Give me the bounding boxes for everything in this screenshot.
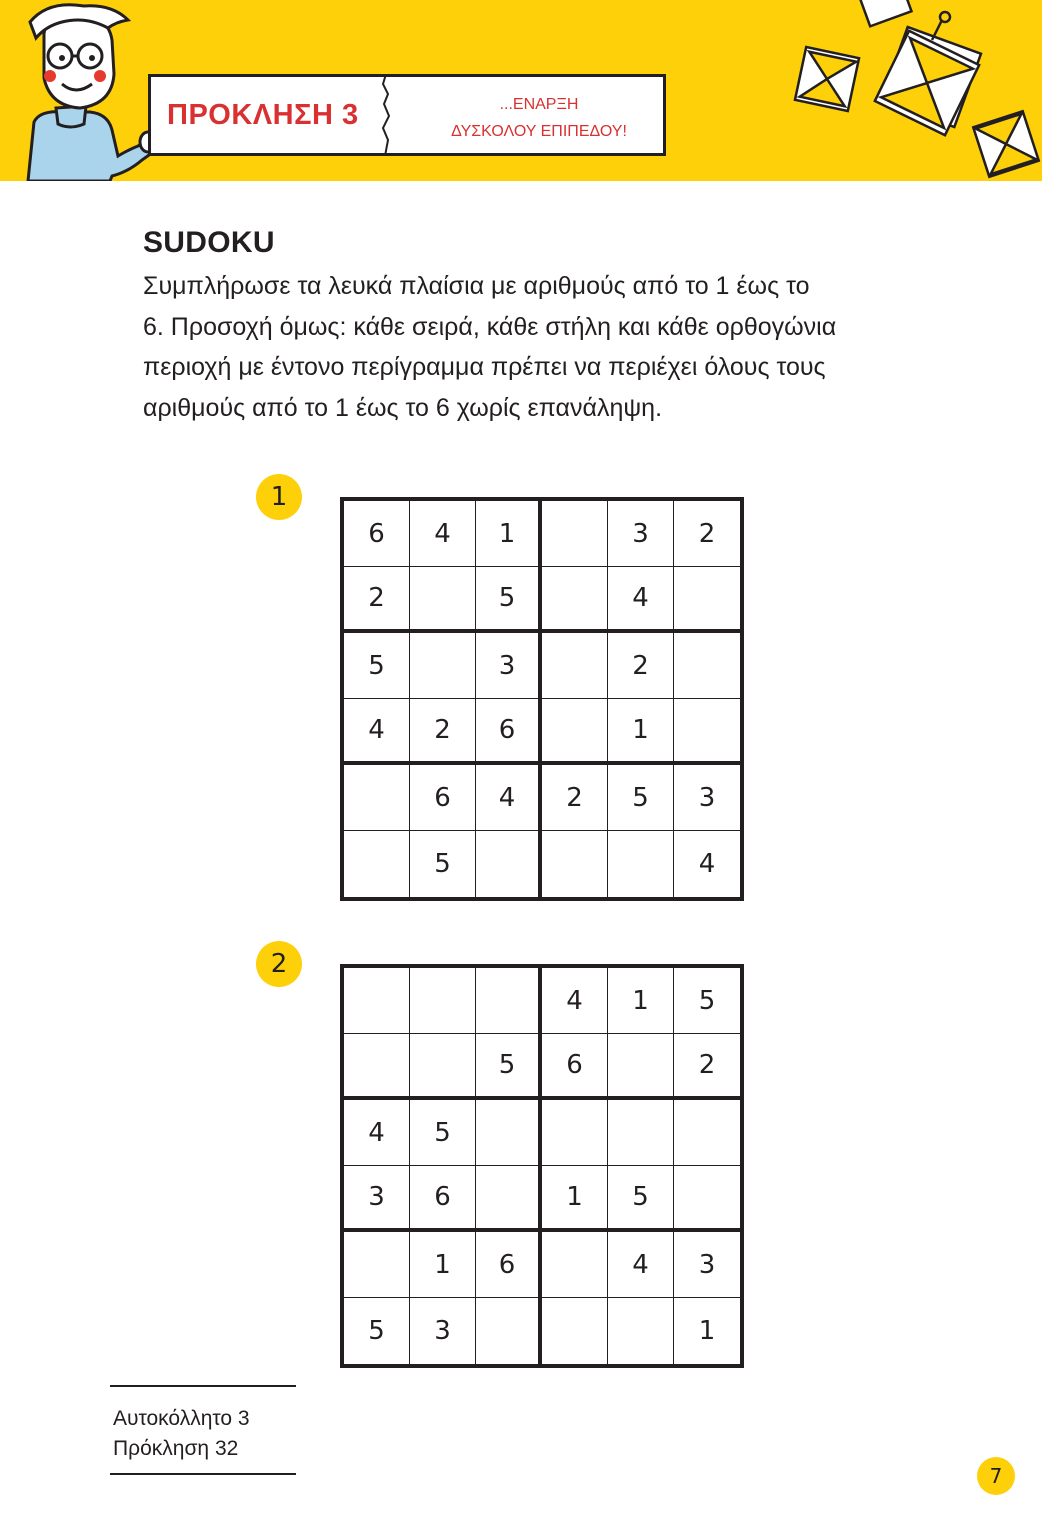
sudoku-cell[interactable] [344,765,410,831]
sudoku-cell[interactable] [410,567,476,633]
puzzle-2-number-badge: 2 [256,941,302,987]
sudoku-cell[interactable] [344,1232,410,1298]
instructions-line-1: Συμπλήρωσε τα λευκά πλαίσια με αριθμούς από το 1 έως το [143,272,810,300]
sudoku-cell[interactable] [674,1166,740,1232]
header-banner [0,0,1042,181]
sudoku-cell: 5 [674,968,740,1034]
sudoku-cell: 2 [542,765,608,831]
sudoku-cell: 5 [608,765,674,831]
sudoku-cell: 2 [674,501,740,567]
sudoku-cell[interactable] [674,1100,740,1166]
footnote-top-rule [110,1385,296,1387]
page-number-badge: 7 [977,1457,1015,1495]
sudoku-cell: 4 [698,849,716,879]
sudoku-cell: 5 [410,1100,476,1166]
sudoku-cell[interactable] [608,831,674,897]
sudoku-cell[interactable] [674,633,740,699]
sudoku-cell: 4 [410,501,476,567]
sudoku-cell[interactable] [674,567,740,633]
sudoku-cell[interactable] [674,699,740,765]
torn-divider [381,74,391,156]
instructions-line-3: περιοχή με έντονο περίγραμμα πρέπει να περιέχει όλους τους [143,353,826,381]
instructions-line-4: αριθμούς από το 1 έως το 6 χωρίς επανάληψη. [143,393,663,422]
sudoku-cell[interactable] [542,501,608,567]
sudoku-grid-2 [340,964,744,1368]
sudoku-cell: 5 [608,1166,674,1232]
footnote-challenge-label: Πρόκληση 32 [113,1437,239,1460]
sudoku-cell: 3 [674,1232,740,1298]
sudoku-cell: 3 [608,501,674,567]
sudoku-cell: 4 [476,765,542,831]
sudoku-cell: 1 [608,699,674,765]
sudoku-cell[interactable] [542,831,608,897]
section-heading: SUDOKU [143,226,275,259]
sudoku-cell[interactable] [542,567,608,633]
sudoku-cell[interactable] [344,1034,410,1100]
challenge-subtitle-line-1: ...ΕΝΑΡΞΗ [499,96,579,113]
sudoku-cell: 5 [476,1034,542,1100]
sudoku-cell[interactable] [542,699,608,765]
instructions-line-2: 6. Προσοχή όμως: κάθε σειρά, κάθε στήλη και κάθε ορθογώνια [143,312,837,341]
sudoku-cell[interactable] [542,1232,608,1298]
sudoku-cell: 5 [476,567,542,633]
sudoku-cell[interactable] [410,633,476,699]
sudoku-cell[interactable] [410,968,476,1034]
sudoku-cell: 4 [344,1100,410,1166]
sudoku-cell: 5 [410,831,476,897]
sudoku-cell[interactable] [476,1298,542,1364]
challenge-title: ΠΡΟΚΛΗΣΗ 3 [167,99,359,131]
sudoku-cell: 1 [410,1232,476,1298]
puzzle-1-number-badge: 1 [256,474,302,520]
sudoku-cell: 1 [698,1316,716,1346]
sudoku-cell[interactable] [476,1166,542,1232]
sudoku-cell: 5 [344,1298,410,1364]
sudoku-cell[interactable] [542,1298,608,1364]
sudoku-cell: 3 [476,633,542,699]
sudoku-cell: 4 [608,567,674,633]
sudoku-cell: 6 [410,765,476,831]
sudoku-cell[interactable] [476,968,542,1034]
sudoku-cell[interactable] [476,831,542,897]
sudoku-cell: 5 [344,633,410,699]
floating-papers-illustration [742,0,1042,181]
sudoku-cell: 6 [344,501,410,567]
sudoku-cell: 6 [410,1166,476,1232]
sudoku-cell: 3 [674,765,740,831]
footnote-bottom-rule [110,1473,296,1475]
sudoku-cell: 6 [476,699,542,765]
challenge-subtitle-line-2: ΔΥΣΚΟΛΟΥ ΕΠΙΠΕΔΟΥ! [451,123,627,140]
sudoku-cell[interactable] [344,831,410,897]
challenge-title-box [148,74,666,156]
sudoku-cell: 6 [542,1034,608,1100]
sudoku-cell: 6 [476,1232,542,1298]
sudoku-cell[interactable] [344,968,410,1034]
sudoku-cell: 1 [542,1166,608,1232]
sudoku-cell: 1 [608,968,674,1034]
sudoku-cell[interactable] [542,633,608,699]
sudoku-cell: 2 [674,1034,740,1100]
sudoku-cell: 4 [344,699,410,765]
sudoku-cell: 2 [410,699,476,765]
sticker-footnote [110,1385,296,1477]
sudoku-cell[interactable] [542,1100,608,1166]
sudoku-cell: 3 [344,1166,410,1232]
sudoku-grid-1 [340,497,744,901]
sudoku-cell: 4 [542,968,608,1034]
sudoku-cell: 3 [410,1298,476,1364]
instructions-text [143,266,1003,428]
sudoku-cell[interactable] [608,1100,674,1166]
sudoku-cell[interactable] [608,1298,674,1364]
footnote-sticker-label: Αυτοκόλλητο 3 [113,1407,250,1430]
sudoku-cell: 2 [344,567,410,633]
sudoku-cell: 2 [608,633,674,699]
sudoku-cell[interactable] [608,1034,674,1100]
sudoku-cell[interactable] [410,1034,476,1100]
challenge-subtitle [409,91,669,145]
sudoku-cell: 4 [608,1232,674,1298]
sudoku-cell: 1 [476,501,542,567]
sudoku-cell[interactable] [476,1100,542,1166]
